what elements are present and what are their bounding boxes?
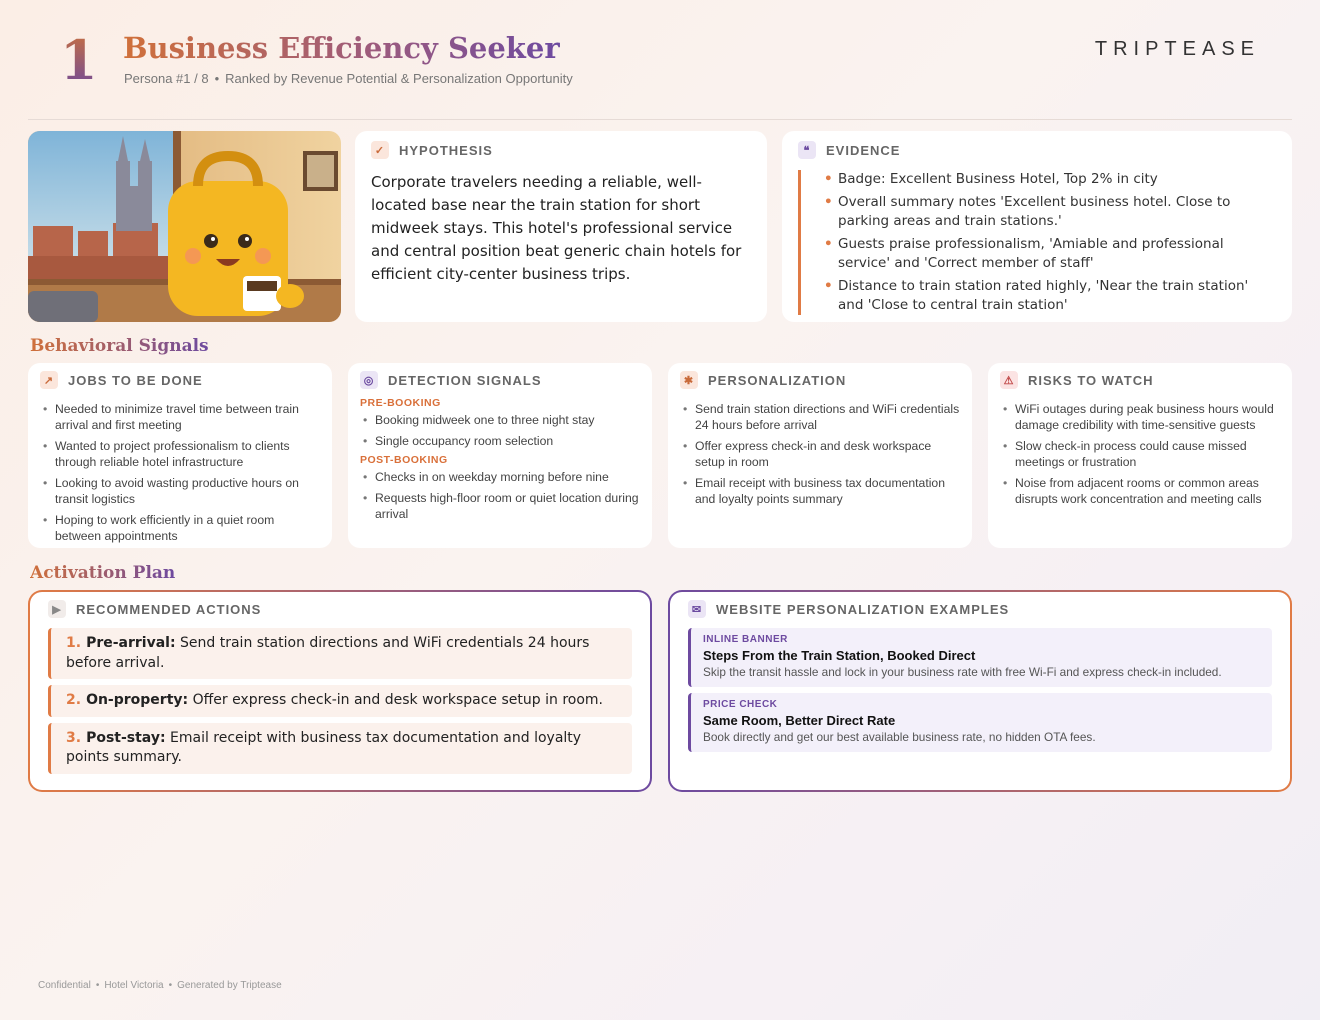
page-footer [38,980,282,991]
list-item: • Single occupancy room selection [360,433,640,449]
pre-booking-list [360,412,640,449]
footer-confidential: Confidential [38,980,91,991]
list-item: • Looking to avoid wasting productive hours on transit logistics [40,475,320,507]
warning-icon: ⚠ [1000,371,1018,389]
ranking-note: Ranked by Revenue Potential & Personalization Opportunity [225,71,573,86]
risks-list [1000,401,1280,507]
persona-illustration [28,131,341,322]
hypothesis-header [371,141,751,159]
action-phase: Post-stay: [86,729,166,746]
evidence-header [798,141,1276,159]
action-phase: Pre-arrival: [86,635,176,651]
play-icon: ▶ [48,600,66,618]
mail-icon: ✉ [688,600,706,618]
jobs-list [40,401,320,544]
action-text: Offer express check-in and desk workspace setup in room. [192,692,603,708]
recommended-actions-panel [28,590,652,792]
action-number: 3. [66,729,82,746]
detection-header [360,371,640,389]
page-header [0,0,1320,120]
examples-list [688,628,1272,752]
post-booking-list [360,469,640,522]
evidence-label: EVIDENCE [826,142,901,158]
header-divider [28,119,1292,120]
list-item: • Slow check-in process could cause missed meetings or frustration [1000,438,1280,470]
post-booking-label: POST-BOOKING [360,454,448,466]
example-tag: PRICE CHECK [703,699,778,710]
examples-label: WEBSITE PERSONALIZATION EXAMPLES [716,601,1010,617]
evidence-item: • Badge: Excellent Business Hotel, Top 2% in city [813,170,1276,189]
list-item: • Checks in on weekday morning before nine [360,469,640,485]
personalization-label: PERSONALIZATION [708,372,847,388]
examples-header [688,600,1272,618]
risks-card [988,363,1292,548]
pre-booking-label: PRE-BOOKING [360,397,441,409]
list-item: • Needed to minimize travel time between train arrival and first meeting [40,401,320,433]
actions-label: RECOMMENDED ACTIONS [76,601,262,617]
evidence-card [782,131,1292,322]
page-title: Business Efficiency Seeker [123,31,560,65]
website-examples-panel [668,590,1292,792]
hypothesis-card [355,131,767,322]
separator-dot: • [95,980,100,991]
action-item [48,628,632,679]
behavioral-signals-title: Behavioral Signals [30,336,209,356]
jobs-to-be-done-card [28,363,332,548]
activation-plan-title: Activation Plan [30,563,176,583]
risks-header [1000,371,1280,389]
brand-logo: TRIPTEASE [1094,38,1260,60]
separator-dot: • [214,71,220,86]
list-item: • Noise from adjacent rooms or common areas disrupts work concentration and meeting calls [1000,475,1280,507]
hypothesis-label: HYPOTHESIS [399,142,493,158]
jobs-header [40,371,320,389]
action-text: Send train station directions and WiFi credentials 24 hours before arrival. [66,635,590,671]
target-icon: ◎ [360,371,378,389]
list-item: • WiFi outages during peak business hours would damage credibility with time-sensitive guests [1000,401,1280,433]
separator-dot: • [168,980,173,991]
personalization-list [680,401,960,507]
check-icon: ✓ [371,141,389,159]
evidence-item: • Guests praise professionalism, 'Amiable and professional service' and 'Correct member of staff' [813,235,1276,273]
action-item [48,723,632,774]
action-number: 1. [66,635,82,651]
example-item [688,693,1272,752]
example-title: Same Room, Better Direct Rate [703,713,896,728]
evidence-item: • Distance to train station rated highly, 'Near the train station' and 'Close to central train station' [813,277,1276,315]
action-number: 2. [66,692,82,708]
action-item [48,685,632,717]
persona-number: 1 [60,28,98,92]
list-item: • Offer express check-in and desk workspace setup in room [680,438,960,470]
list-item: • Wanted to project professionalism to clients through reliable hotel infrastructure [40,438,320,470]
example-title: Steps From the Train Station, Booked Direct [703,648,976,663]
personalization-header [680,371,960,389]
list-item: • Email receipt with business tax documentation and loyalty points summary [680,475,960,507]
list-item: • Send train station directions and WiFi credentials 24 hours before arrival [680,401,960,433]
example-tag: INLINE BANNER [703,634,788,645]
actions-list [48,628,632,774]
list-item: • Requests high-floor room or quiet location during arrival [360,490,640,522]
example-description: Skip the transit hassle and lock in your business rate with free Wi-Fi and express check-in included. [703,665,1222,679]
footer-hotel: Hotel Victoria [104,980,164,991]
example-item [688,628,1272,687]
evidence-item: • Overall summary notes 'Excellent business hotel. Close to parking areas and train stations.' [813,193,1276,231]
actions-header [48,600,632,618]
list-item: • Booking midweek one to three night stay [360,412,640,428]
page-subtitle [124,71,573,86]
list-item: • Hoping to work efficiently in a quiet room between appointments [40,512,320,544]
action-phase: On-property: [86,692,189,708]
detection-signals-card [348,363,652,548]
sparkle-icon: ✱ [680,371,698,389]
risks-label: RISKS TO WATCH [1028,372,1154,388]
persona-index: Persona #1 / 8 [124,71,209,86]
action-text: Email receipt with business tax documentation and loyalty points summary. [66,729,582,765]
footer-generated: Generated by Triptease [177,980,282,991]
hypothesis-text: Corporate travelers needing a reliable, well-located base near the train station for short midweek stays. This hotel's professional service and central position beat generic chain hotels for efficient city-center business trips. [371,173,742,283]
arrow-up-right-icon: ↗ [40,371,58,389]
example-description: Book directly and get our best available business rate, no hidden OTA fees. [703,730,1096,744]
personalization-card [668,363,972,548]
detection-label: DETECTION SIGNALS [388,372,542,388]
quote-icon: ❝ [798,141,816,159]
jobs-label: JOBS TO BE DONE [68,372,203,388]
evidence-list [798,170,1276,315]
